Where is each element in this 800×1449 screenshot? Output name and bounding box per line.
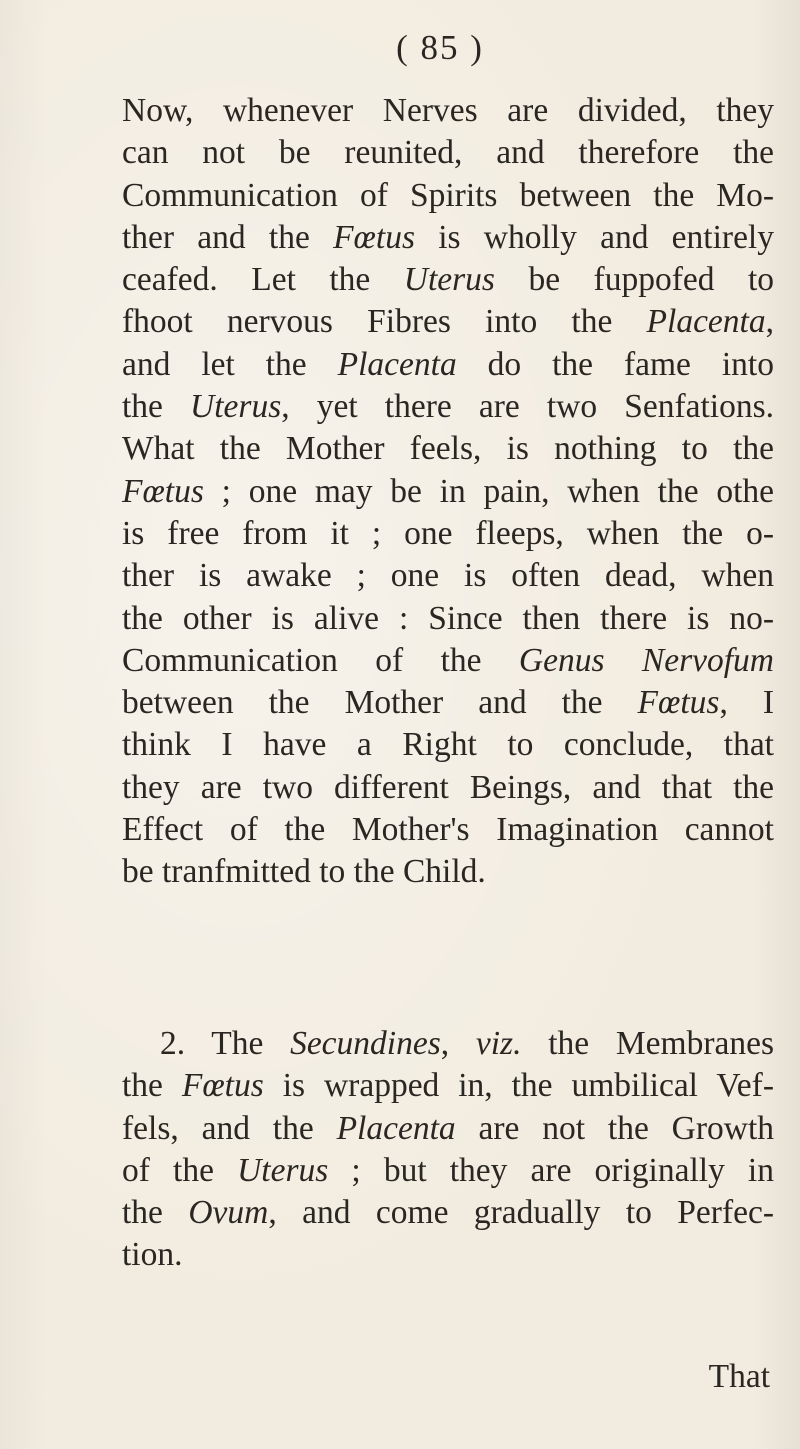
text-line: ceafed. Let the Uterus be fuppofed to bbox=[122, 261, 775, 299]
page-number: ( 85 ) bbox=[396, 28, 484, 67]
catchword: That bbox=[708, 1358, 770, 1395]
text-line: of the Uterus ; but they are originally in bbox=[122, 1151, 774, 1189]
text-line: between the Mother and the Fœtus, I bbox=[122, 684, 775, 722]
text-line: Now, whenever Nerves are divided, they bbox=[122, 92, 774, 129]
text-line: Effect of the Mother's Imagination cannot bbox=[122, 811, 774, 849]
text-line: Communication of the Genus Nervofum bbox=[122, 641, 775, 679]
text-line: the Uterus, yet there are two Senfations. bbox=[122, 388, 774, 426]
text-line: they are two different Beings, and that the bbox=[122, 768, 774, 806]
text-line: and let the Placenta do the fame into bbox=[122, 345, 774, 383]
text-line: tion. bbox=[122, 1236, 183, 1274]
text-line: fels, and the Placenta are not the Growth bbox=[122, 1109, 774, 1147]
text-line: ther is awake ; one is often dead, when bbox=[122, 557, 774, 595]
text-line: can not be reunited, and therefore the bbox=[122, 134, 774, 172]
text-line: ther and the Fœtus is wholly and entirely bbox=[122, 218, 774, 256]
text-line: fhoot nervous Fibres into the Placenta, bbox=[122, 303, 774, 341]
text-line: be tranfmitted to the Child. bbox=[122, 853, 486, 891]
text-line: is free from it ; one fleeps, when the o- bbox=[122, 514, 774, 552]
text-line: the other is alive : Since then there is no- bbox=[122, 599, 774, 637]
text-line: think I have a Right to conclude, that bbox=[122, 726, 774, 764]
text-line: 2. The Secundines, viz. the Membranes bbox=[160, 1025, 774, 1062]
text-line: the Fœtus is wrapped in, the umbilical Vef- bbox=[122, 1067, 774, 1105]
text-line: the Ovum, and come gradually to Perfec- bbox=[122, 1194, 774, 1232]
text-line: What the Mother feels, is nothing to the bbox=[122, 430, 774, 468]
paragraph-1 bbox=[122, 90, 774, 894]
text-line: Fœtus ; one may be in pain, when the othe bbox=[122, 472, 774, 510]
text-line: Communication of Spirits between the Mo- bbox=[122, 176, 774, 214]
paragraph-2 bbox=[122, 1023, 774, 1277]
